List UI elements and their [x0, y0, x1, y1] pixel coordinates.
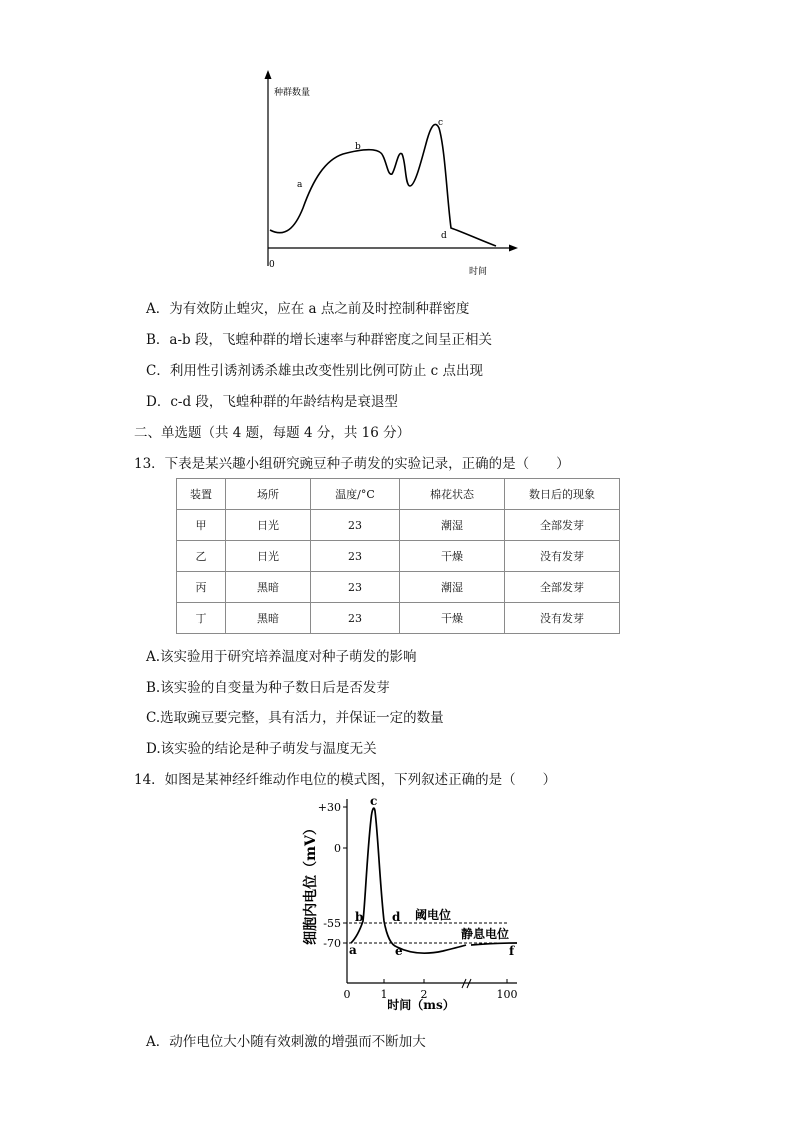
point-d-label: d: [441, 231, 447, 241]
q13-option-d: D.该实验的结论是种子萌发与温度无关: [146, 741, 377, 757]
point-b-label: b: [355, 142, 361, 152]
q12-option-a: A．为有效防止蝗灾，应在 a 点之前及时控制种群密度: [146, 301, 470, 317]
y-tick-label: 0: [334, 842, 341, 855]
q13-stem: 13．下表是某兴趣小组研究豌豆种子萌发的实验记录，正确的是（ ）: [134, 456, 570, 472]
table-cell: 没有发芽: [505, 541, 620, 572]
point-c-label: c: [370, 795, 378, 808]
resting-label: 静息电位: [461, 927, 510, 941]
table-row: [177, 541, 620, 572]
table-row: [177, 572, 620, 603]
table-cell: 23: [311, 510, 400, 541]
q12-option-b: B．a-b 段，飞蝗种群的增长速率与种群密度之间呈正相关: [146, 332, 492, 348]
table-cell: 没有发芽: [505, 603, 620, 634]
fig1-origin: 0: [269, 260, 275, 270]
table-header-cell: 场所: [226, 479, 311, 510]
x-tick-label: 0: [343, 988, 351, 1001]
y-tick-label: -70: [323, 937, 341, 950]
table-row: [177, 510, 620, 541]
point-e-label: e: [395, 944, 403, 958]
x-tick-label: 100: [496, 988, 518, 1001]
q13-option-a: A.该实验用于研究培养温度对种子萌发的影响: [146, 649, 417, 665]
x-tick-label: 1: [380, 988, 388, 1001]
table-cell: 甲: [177, 510, 226, 541]
table-cell: 丙: [177, 572, 226, 603]
table-cell: 干燥: [400, 603, 505, 634]
table-cell: 日光: [226, 510, 311, 541]
section-heading: 二、单选题（共 4 题，每题 4 分，共 16 分）: [134, 425, 411, 441]
table-cell: 黑暗: [226, 572, 311, 603]
table-header-cell: 装置: [177, 479, 226, 510]
experiment-table: [176, 478, 620, 634]
table-cell: 黑暗: [226, 603, 311, 634]
population-curve: [270, 124, 496, 246]
q13-option-b: B.该实验的自变量为种子数日后是否发芽: [146, 680, 390, 696]
table-cell: 23: [311, 541, 400, 572]
fig2-ylabel: 细胞内电位（mV）: [303, 821, 319, 945]
fig2-xlabel: 时间（ms）: [387, 998, 455, 1012]
q14-option-a: A．动作电位大小随有效刺激的增强而不断加大: [146, 1034, 426, 1050]
x-axis-arrow: [509, 245, 518, 252]
table-cell: 日光: [226, 541, 311, 572]
table-header-cell: 温度/°C: [311, 479, 400, 510]
table-header-cell: 数日后的现象: [505, 479, 620, 510]
table-cell: 潮湿: [400, 572, 505, 603]
threshold-label: 阈电位: [415, 908, 452, 922]
y-tick-label: -55: [323, 917, 341, 930]
table-cell: 丁: [177, 603, 226, 634]
point-d-label: d: [392, 910, 401, 924]
table-cell: 潮湿: [400, 510, 505, 541]
table-cell: 乙: [177, 541, 226, 572]
point-f-label: f: [509, 944, 515, 958]
point-a-label: a: [349, 943, 357, 957]
fig1-xlabel: 时间: [469, 267, 488, 277]
q14-stem: 14．如图是某神经纤维动作电位的模式图，下列叙述正确的是（ ）: [134, 772, 557, 788]
table-row: [177, 603, 620, 634]
table-header-row: [177, 479, 620, 510]
fig1-ylabel: 种群数量: [274, 88, 311, 98]
table-cell: 23: [311, 572, 400, 603]
q12-option-d: D．c-d 段，飞蝗种群的年龄结构是衰退型: [146, 394, 398, 410]
y-tick-label: +30: [317, 801, 341, 814]
table-cell: 干燥: [400, 541, 505, 572]
x-tick-label: 2: [420, 988, 428, 1001]
table-cell: 全部发芽: [505, 572, 620, 603]
table-header-cell: 棉花状态: [400, 479, 505, 510]
point-a-label: a: [297, 180, 303, 190]
table-cell: 全部发芽: [505, 510, 620, 541]
y-axis-arrow: [265, 70, 272, 79]
q12-option-c: C．利用性引诱剂诱杀雄虫改变性别比例可防止 c 点出现: [146, 363, 483, 379]
q13-option-c: C.选取豌豆要完整，具有活力，并保证一定的数量: [146, 710, 444, 726]
action-potential-figure: [295, 795, 530, 1015]
population-curve-figure: [255, 68, 525, 280]
point-b-label: b: [355, 910, 364, 924]
point-c-label: c: [438, 118, 444, 128]
table-cell: 23: [311, 603, 400, 634]
